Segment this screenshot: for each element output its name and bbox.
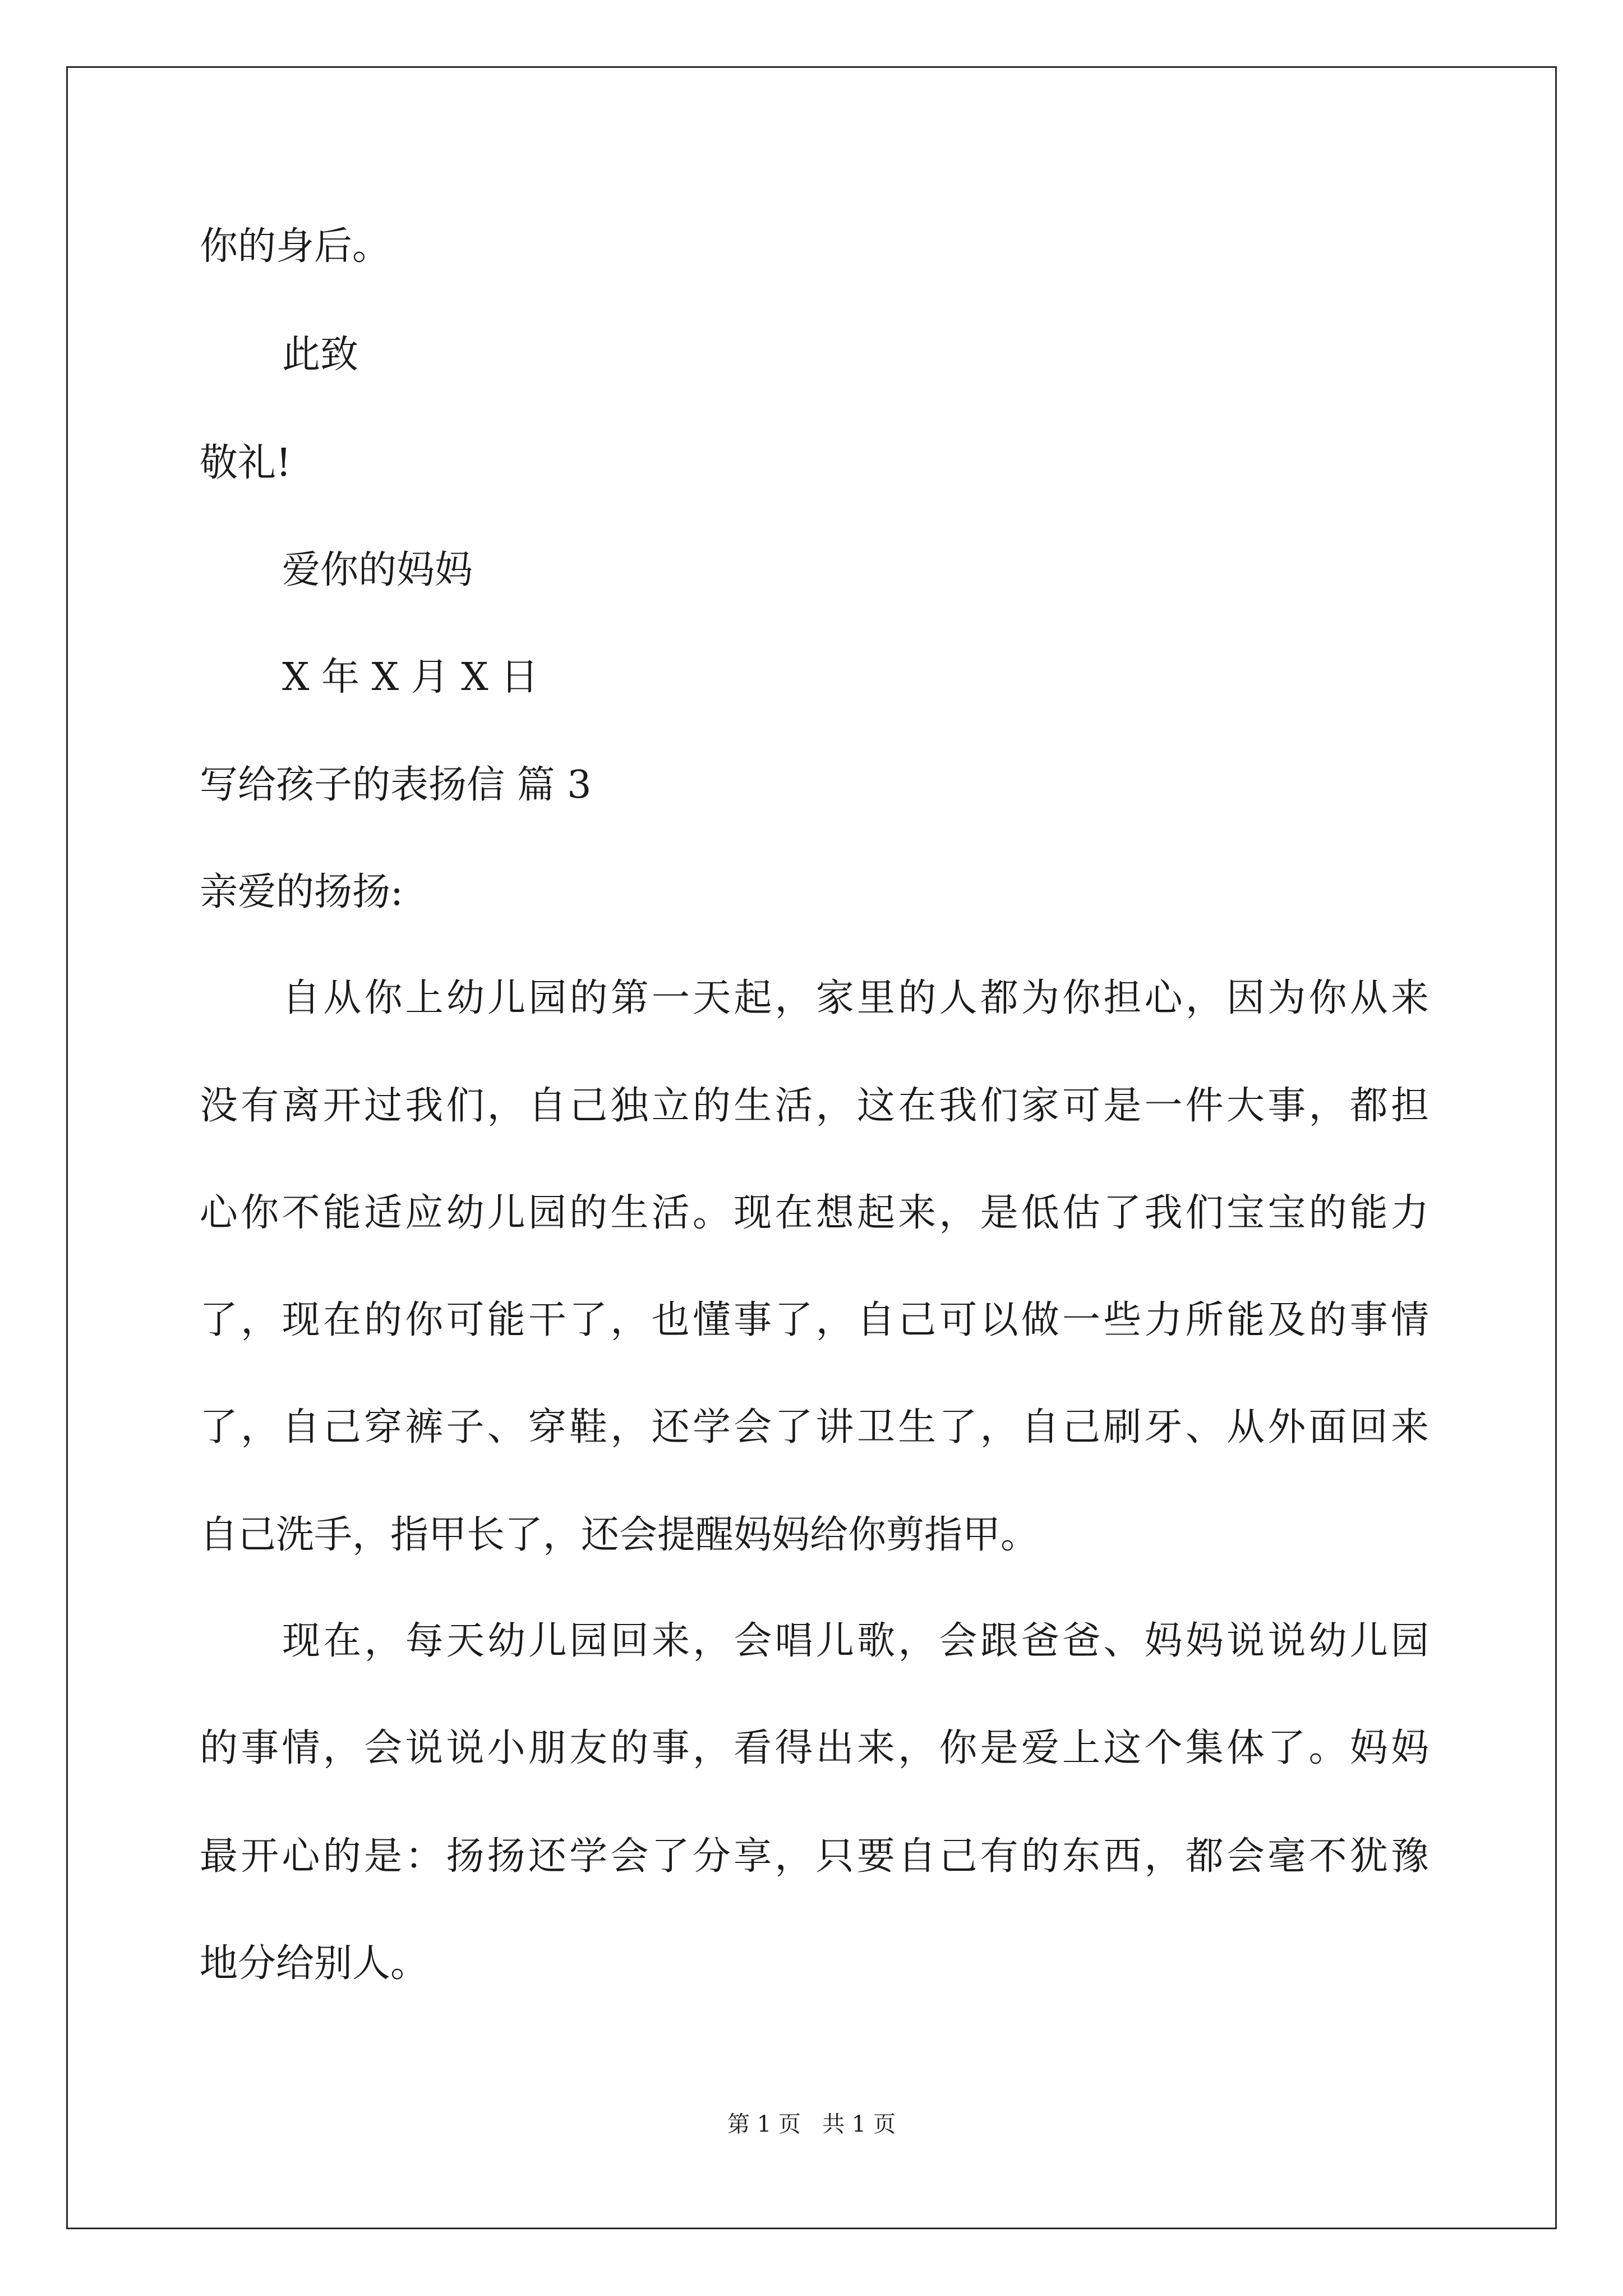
letter-date: X 年 X 月 X 日 bbox=[282, 655, 539, 700]
letter-signature: 爱你的妈妈 bbox=[282, 548, 473, 592]
paragraph-line: 了，自己穿裤子、穿鞋，还学会了讲卫生了，自己刷牙、从外面回来 bbox=[200, 1405, 1429, 1450]
paragraph-line: 了，现在的你可能干了，也懂事了，自己可以做一些力所能及的事情 bbox=[200, 1298, 1429, 1342]
paragraph-line: 现在，每天幼儿园回来，会唱儿歌，会跟爸爸、妈妈说说幼儿园 bbox=[282, 1619, 1429, 1663]
letter-continuation: 你的身后。 bbox=[200, 224, 391, 269]
page-number: 第 1 页 共 1 页 bbox=[727, 2111, 896, 2137]
page-border bbox=[66, 66, 1557, 2229]
paragraph-line: 的事情，会说说小朋友的事，看得出来，你是爱上这个集体了。妈妈 bbox=[200, 1726, 1429, 1770]
letter-greeting: 亲爱的扬扬: bbox=[200, 870, 403, 914]
letter-salutation: 此致 bbox=[282, 333, 359, 377]
paragraph-line: 心你不能适应幼儿园的生活。现在想起来，是低估了我们宝宝的能力 bbox=[200, 1191, 1429, 1235]
paragraph-line: 自从你上幼儿园的第一天起，家里的人都为你担心，因为你从来 bbox=[282, 976, 1429, 1020]
paragraph-line: 地分给别人。 bbox=[200, 1941, 429, 1986]
paragraph-line: 最开心的是：扬扬还学会了分享，只要自己有的东西，都会毫不犹豫 bbox=[200, 1834, 1429, 1879]
section-title: 写给孩子的表扬信 篇 3 bbox=[200, 763, 592, 807]
paragraph-line: 自己洗手，指甲长了，还会提醒妈妈给你剪指甲。 bbox=[200, 1513, 1039, 1557]
paragraph-line: 没有离开过我们，自己独立的生活，这在我们家可是一件大事，都担 bbox=[200, 1084, 1429, 1128]
letter-respect: 敬礼! bbox=[200, 441, 292, 485]
